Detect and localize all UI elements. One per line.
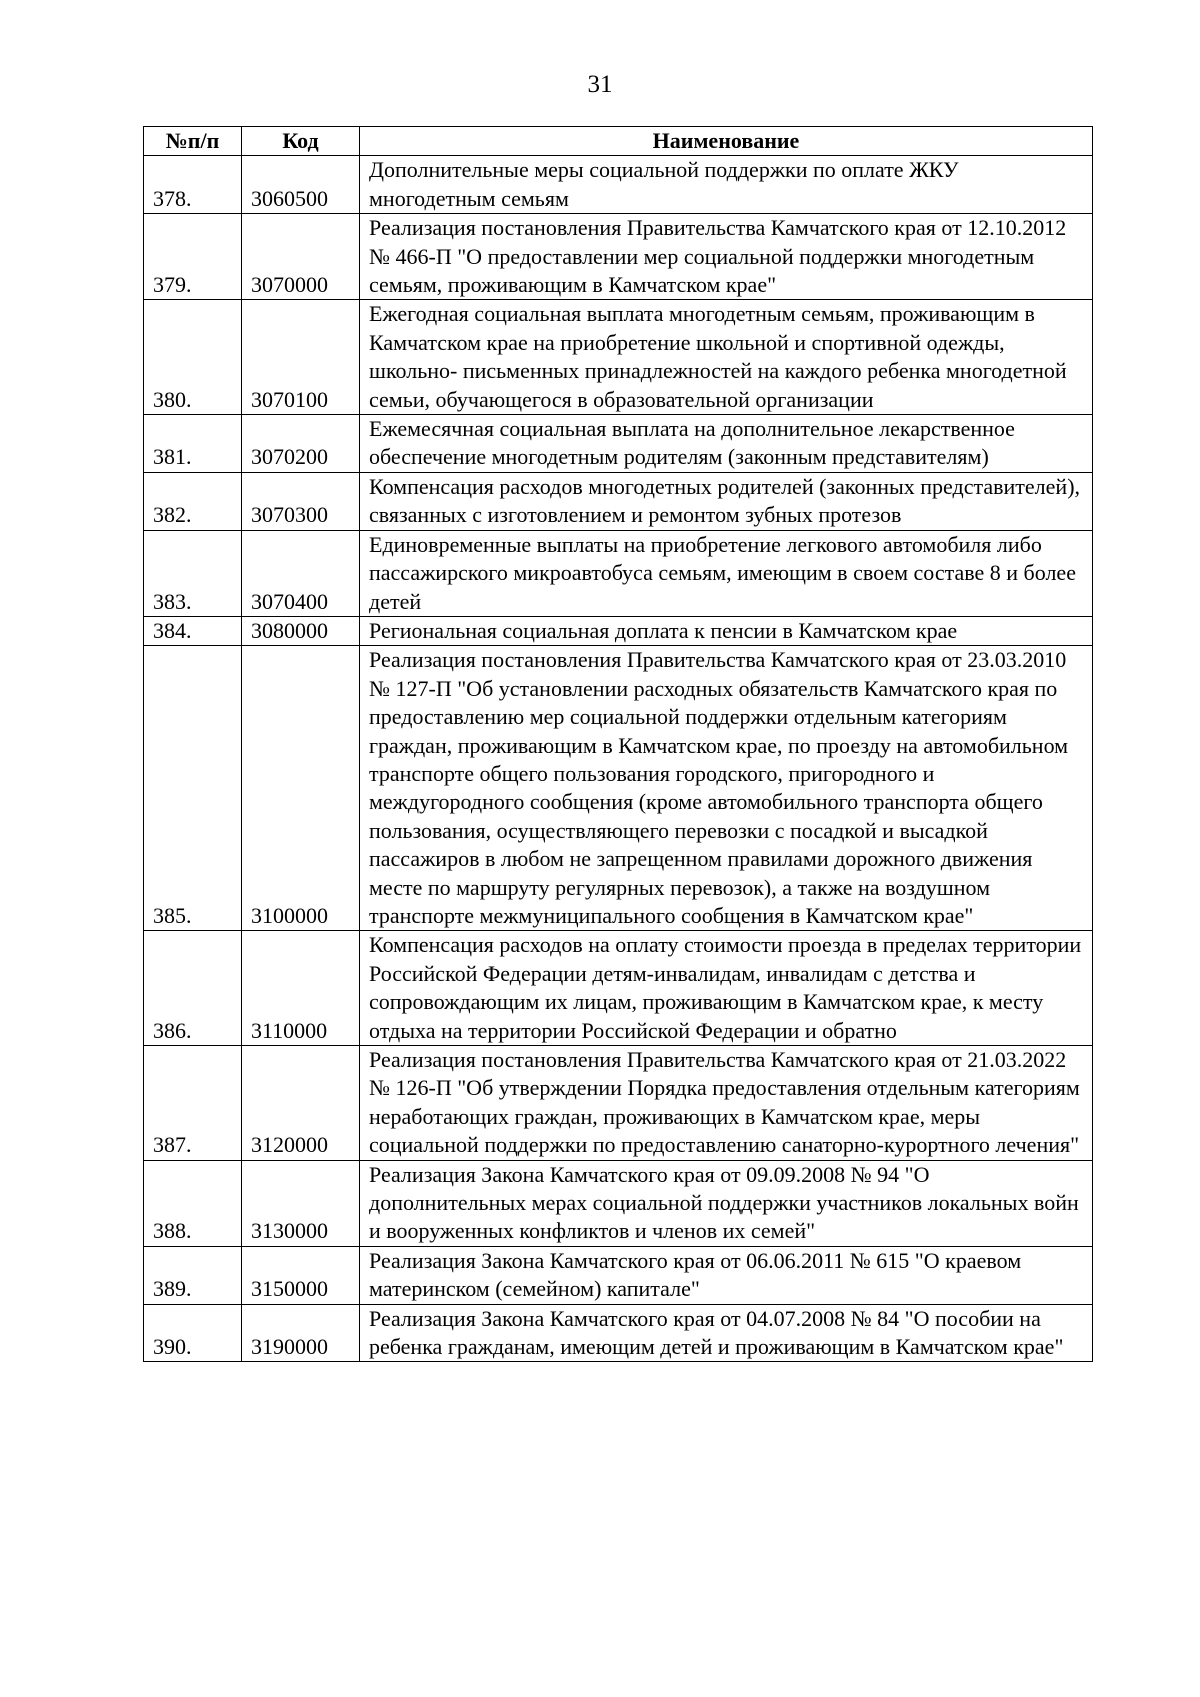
row-code: 3190000: [242, 1304, 360, 1362]
row-name: Реализация постановления Правительства Камчатского края от 23.03.2010 № 127-П "Об установлении расходных обязательств Камчатского края по предоставлению мер социальной поддержки отдельным категориям граждан, проживающим в Камчатском крае, по проезду на автомобильном транспорте общего пользования городского, пригородного и междугородного сообщения (кроме автомобильного транспорта общего пользования, осуществляющего перевозки с посадкой и высадкой пассажиров в любом не запрещенном правилами дорожного движения месте по маршруту регулярных перевозок), а также на воздушном транспорте межмуниципального сообщения в Камчатском крае": [360, 646, 1093, 931]
row-number: 380.: [144, 300, 242, 415]
table-header-row: [144, 127, 1093, 156]
page-number: 31: [587, 71, 613, 98]
table-row: [144, 616, 1093, 645]
header-code: Код: [242, 127, 360, 156]
row-code: 3070000: [242, 214, 360, 300]
row-number: 385.: [144, 646, 242, 931]
row-number: 386.: [144, 931, 242, 1046]
row-name: Единовременные выплаты на приобретение легкового автомобиля либо пассажирского микроавтобуса семьям, имеющим в своем составе 8 и более детей: [360, 530, 1093, 616]
table-row: [144, 1160, 1093, 1246]
row-number: 389.: [144, 1246, 242, 1304]
row-number: 381.: [144, 415, 242, 473]
row-number: 387.: [144, 1046, 242, 1161]
row-name: Реализация постановления Правительства Камчатского края от 21.03.2022 № 126-П "Об утверждении Порядка предоставления отдельным категориям неработающих граждан, проживающих в Камчатском крае, меры социальной поддержки по предоставлению санаторно-курортного лечения": [360, 1046, 1093, 1161]
table-row: [144, 646, 1093, 931]
table-row: [144, 156, 1093, 214]
row-number: 390.: [144, 1304, 242, 1362]
row-code: 3060500: [242, 156, 360, 214]
row-code: 3130000: [242, 1160, 360, 1246]
row-code: 3070400: [242, 530, 360, 616]
row-code: 3100000: [242, 646, 360, 931]
row-name: Реализация Закона Камчатского края от 09.09.2008 № 94 "О дополнительных мерах социальной поддержки участников локальных войн и вооруженных конфликтов и членов их семей": [360, 1160, 1093, 1246]
table-row: [144, 472, 1093, 530]
row-name: Реализация Закона Камчатского края от 04.07.2008 № 84 "О пособии на ребенка гражданам, имеющим детей и проживающим в Камчатском крае": [360, 1304, 1093, 1362]
row-code: 3110000: [242, 931, 360, 1046]
row-number: 383.: [144, 530, 242, 616]
table-row: [144, 415, 1093, 473]
header-num: №п/п: [144, 127, 242, 156]
row-number: 382.: [144, 472, 242, 530]
table-row: [144, 1246, 1093, 1304]
table-row: [144, 530, 1093, 616]
row-name: Компенсация расходов на оплату стоимости проезда в пределах территории Российской Федерации детям-инвалидам, инвалидам с детства и сопровождающим их лицам, проживающим в Камчатском крае, к месту отдыха на территории Российской Федерации и обратно: [360, 931, 1093, 1046]
row-name: Реализация Закона Камчатского края от 06.06.2011 № 615 "О краевом материнском (семейном) капитале": [360, 1246, 1093, 1304]
row-code: 3080000: [242, 616, 360, 645]
table-row: [144, 931, 1093, 1046]
row-number: 379.: [144, 214, 242, 300]
row-name: Реализация постановления Правительства Камчатского края от 12.10.2012 № 466-П "О предоставлении мер социальной поддержки многодетным семьям, проживающим в Камчатском крае": [360, 214, 1093, 300]
row-number: 388.: [144, 1160, 242, 1246]
row-number: 378.: [144, 156, 242, 214]
row-name: Дополнительные меры социальной поддержки по оплате ЖКУ многодетным семьям: [360, 156, 1093, 214]
row-name: Компенсация расходов многодетных родителей (законных представителей), связанных с изготовлением и ремонтом зубных протезов: [360, 472, 1093, 530]
budget-codes-table: [143, 126, 1093, 1362]
row-number: 384.: [144, 616, 242, 645]
table-row: [144, 1304, 1093, 1362]
table-row: [144, 300, 1093, 415]
row-name: Ежегодная социальная выплата многодетным семьям, проживающим в Камчатском крае на приобретение школьной и спортивной одежды, школьно- письменных принадлежностей на каждого ребенка многодетной семьи, обучающегося в образовательной организации: [360, 300, 1093, 415]
row-code: 3070200: [242, 415, 360, 473]
row-name: Ежемесячная социальная выплата на дополнительное лекарственное обеспечение многодетным родителям (законным представителям): [360, 415, 1093, 473]
header-name: Наименование: [360, 127, 1093, 156]
row-code: 3150000: [242, 1246, 360, 1304]
row-code: 3070100: [242, 300, 360, 415]
row-code: 3070300: [242, 472, 360, 530]
row-name: Региональная социальная доплата к пенсии в Камчатском крае: [360, 616, 1093, 645]
table-row: [144, 214, 1093, 300]
row-code: 3120000: [242, 1046, 360, 1161]
table-row: [144, 1046, 1093, 1161]
